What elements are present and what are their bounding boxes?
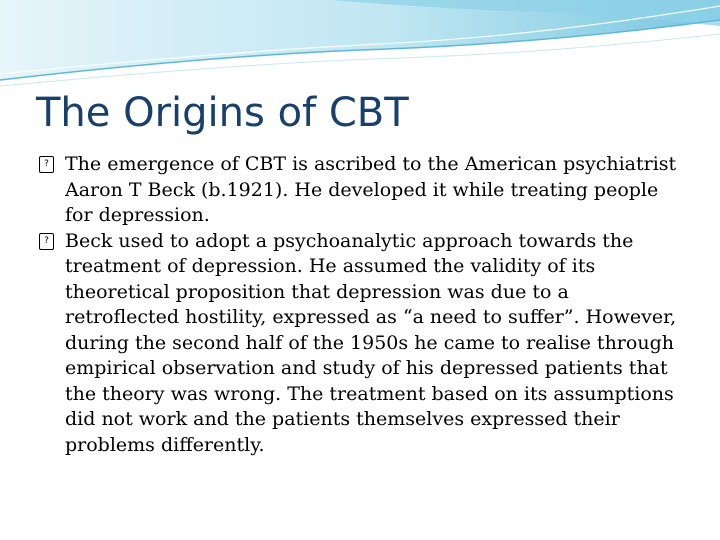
header-wave-decoration [0,0,720,90]
bullet-box-symbol: ? [44,235,49,246]
bullet-text: Beck used to adopt a psychoanalytic approach towards the treatment of depression. He assumed the validity of its theoretical proposition that depression was due to a retroflected hostility, expressed as “a need to suffer”. However, during the second half of the 1950s he came to realise through empirical observation and study of his depressed patients that the theory was wrong. The treatment based on its assumptions did not work and the patients themselves expressed their problems differently. [65,229,677,456]
bullet-box-icon [39,156,54,173]
bullet-list [36,152,681,458]
page-title: The Origins of CBT [36,90,409,136]
bullet-text: The emergence of CBT is ascribed to the American psychiatrist Aaron T Beck (b.1921). He developed it while treating people for depression. [65,153,677,226]
bullet-box-symbol: ? [44,159,49,169]
bullet-item [36,152,681,229]
bullet-box-icon [39,233,54,250]
bullet-item [36,229,681,459]
